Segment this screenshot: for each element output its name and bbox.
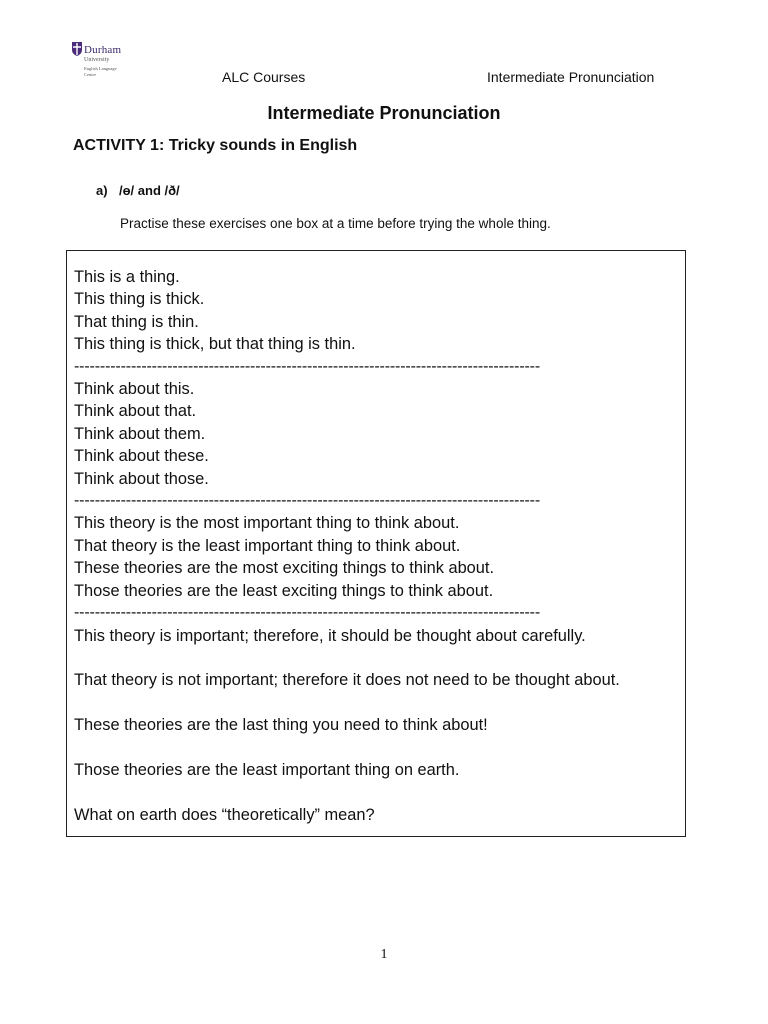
header-course: ALC Courses	[222, 69, 306, 85]
header-topic: Intermediate Pronunciation	[487, 69, 655, 85]
instruction-text: Practise these exercises one box at a time before trying the whole thing.	[120, 216, 551, 231]
exercise-line: This thing is thick, but that thing is thin.	[74, 335, 356, 354]
exercise-line: What on earth does “theoretically” mean?	[74, 805, 375, 824]
logo-centre: English Language Centre	[84, 66, 117, 77]
subsection-heading	[96, 183, 180, 198]
exercise-line: Those theories are the least exciting things to think about.	[74, 581, 494, 600]
line-gap	[74, 692, 681, 714]
exercise-line: These theories are the most exciting things to think about.	[74, 559, 495, 578]
logo-name: Durham	[84, 44, 122, 56]
exercise-line: This theory is the most important thing to think about.	[74, 514, 460, 533]
page-title: Intermediate Pronunciation	[267, 103, 501, 123]
exercise-line: This theory is important; therefore, it should be thought about carefully.	[74, 626, 586, 645]
dashed-divider: ------------------------------------------------------------------------------------------	[74, 492, 541, 510]
exercise-content	[74, 266, 681, 826]
exercise-box	[66, 250, 686, 837]
exercise-line: Those theories are the least important thing on earth.	[74, 760, 460, 779]
exercise-line: These theories are the last thing you need to think about!	[74, 716, 488, 735]
line-gap	[74, 737, 681, 759]
logo-subtitle: University	[84, 57, 110, 63]
dashed-divider: ------------------------------------------------------------------------------------------	[74, 604, 541, 622]
exercise-line: Think about this.	[74, 380, 195, 399]
exercise-line: That theory is the least important thing to think about.	[74, 536, 461, 555]
line-gap	[74, 647, 681, 669]
durham-university-logo	[72, 42, 150, 84]
shield-icon	[72, 42, 82, 56]
exercise-line: Think about that.	[74, 402, 197, 421]
exercise-line: This is a thing.	[74, 268, 180, 286]
activity-heading: ACTIVITY 1: Tricky sounds in English	[73, 137, 358, 154]
exercise-line: That thing is thin.	[74, 312, 199, 331]
subsection-label: /ɵ/ and /ð/	[119, 183, 180, 198]
line-gap	[74, 781, 681, 803]
exercise-line: Think about these.	[74, 447, 209, 466]
exercise-line: This thing is thick.	[74, 290, 205, 309]
exercise-line: That theory is not important; therefore it does not need to be thought about.	[74, 671, 620, 690]
page-number: 1	[380, 947, 388, 962]
exercise-line: Think about them.	[74, 424, 206, 443]
subsection-marker: a)	[96, 183, 108, 198]
exercise-line: Think about those.	[74, 469, 209, 488]
dashed-divider: ------------------------------------------------------------------------------------------	[74, 357, 541, 375]
